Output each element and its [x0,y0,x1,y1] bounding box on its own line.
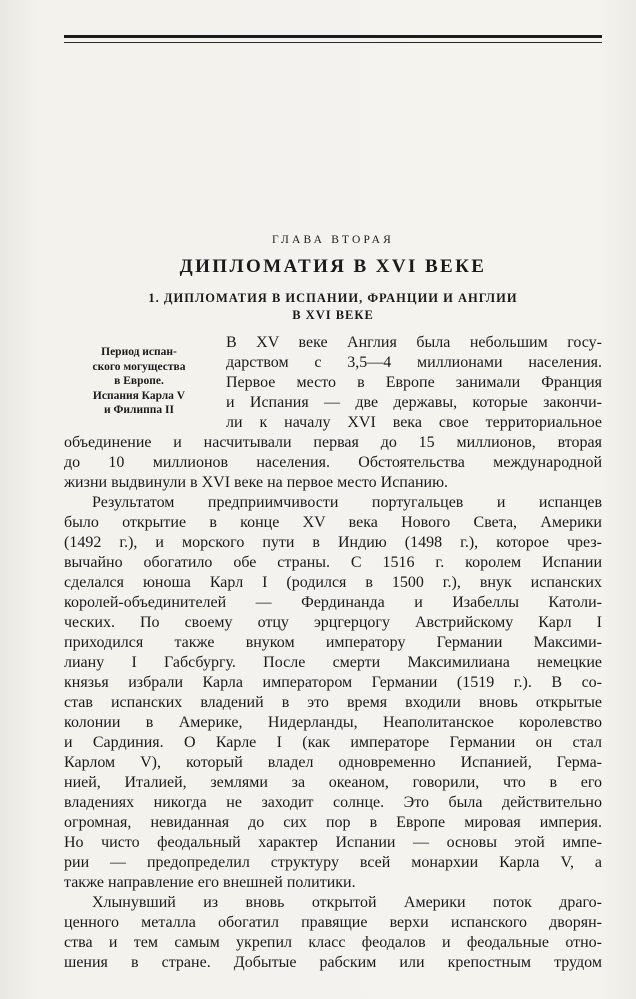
text-line: став испанских владений в это время входили вновь открытые [64,694,602,711]
text-line: и Сардиния. О Карле I (как императоре Германии он стал [64,734,602,751]
text-line: вычайно обогатило обе страны. С 1516 г. королем Испании [64,554,602,571]
text-line: нией, Италией, землями за океаном, говорили, что в его [64,774,602,791]
chapter-title: ДИПЛОМАТИЯ В XVI ВЕКЕ [179,256,487,277]
text-line: до 10 миллионов населения. Обстоятельства международной [64,454,602,471]
section-title [64,290,602,324]
text-line: было открытие в конце XV века Нового Света, Америки [64,514,602,531]
text-line: объединение и насчитывали первая до 15 миллионов, вторая [64,434,602,451]
text-line: князья избрали Карла императором Германии (1519 г.). В со- [64,674,602,691]
text-line: колонии в Америке, Нидерланды, Неаполитанское королевство [64,714,602,731]
text-line: шения в стране. Добытые рабским или крепостным трудом [64,954,602,971]
margin-note-line: в Европе. [114,375,164,387]
top-rule [64,35,602,38]
text-line: ческих. По своему отцу эрцгерцогу Австрийскому Карл I [64,614,602,631]
text-line: Карлом V), который владел одновременно Испанией, Герма- [64,754,602,771]
section-title-line: В XVI ВЕКЕ [292,308,374,322]
margin-note-line: и Филиппа II [104,404,174,416]
text-line: дарством с 3,5—4 миллионами населения. [226,354,602,371]
text-line: (1492 г.), и морского пути в Индию (1498 г.), которое чрез- [64,534,602,551]
text-line: Результатом предприимчивости португальцев и испанцев [92,494,602,511]
text-line: жизни выдвинули в XVI веке на первое место Испанию. [64,474,449,491]
section-title-line: 1. ДИПЛОМАТИЯ В ИСПАНИИ, ФРАНЦИИ И АНГЛИИ [148,291,518,305]
text-line: владениях никогда не заходит солнце. Это была действительно [64,794,602,811]
text-line: В XV веке Англия была небольшим госу- [226,334,602,351]
text-line: также направление его внешней политики. [64,874,356,891]
text-line: ства и тем самым укрепил класс феодалов и феодальные отно- [64,934,602,951]
text-line: рии — предопределил структуру всей монархии Карла V, а [64,854,602,871]
text-line: королей-объединителей — Фердинанда и Изабеллы Католи- [64,594,602,611]
margin-note-line: ского могущества [92,360,186,373]
text-line: Но чисто феодальный характер Испании — основы этой импе- [64,834,602,851]
margin-note-line: Испания Карла V [92,389,186,402]
text-line: ли к началу XVI века свое территориальное [226,414,602,431]
text-line: сделался юноша Карл I (родился в 1500 г.), внук испанских [64,574,602,591]
text-line: лиану I Габсбургу. После смерти Максимилиана немецкие [64,654,602,671]
text-line: и Испания — две державы, которые закончи- [226,394,602,411]
margin-note-line: Период испан- [101,346,177,358]
text-line: приходился также внуком императору Германии Максими- [64,634,602,651]
text-line: Первое место в Европе занимали Франция [226,374,602,391]
text-line: ценного металла обогатил правящие верхи испанского дворян- [64,914,602,931]
text-line: Хлынувший из вновь открытой Америки поток драго- [92,894,602,911]
margin-note [64,345,214,418]
top-rule-thin [64,42,602,43]
chapter-label: ГЛАВА ВТОРАЯ [271,234,394,246]
text-line: огромная, невиданная до сих пор в Европе мировая империя. [64,814,602,831]
